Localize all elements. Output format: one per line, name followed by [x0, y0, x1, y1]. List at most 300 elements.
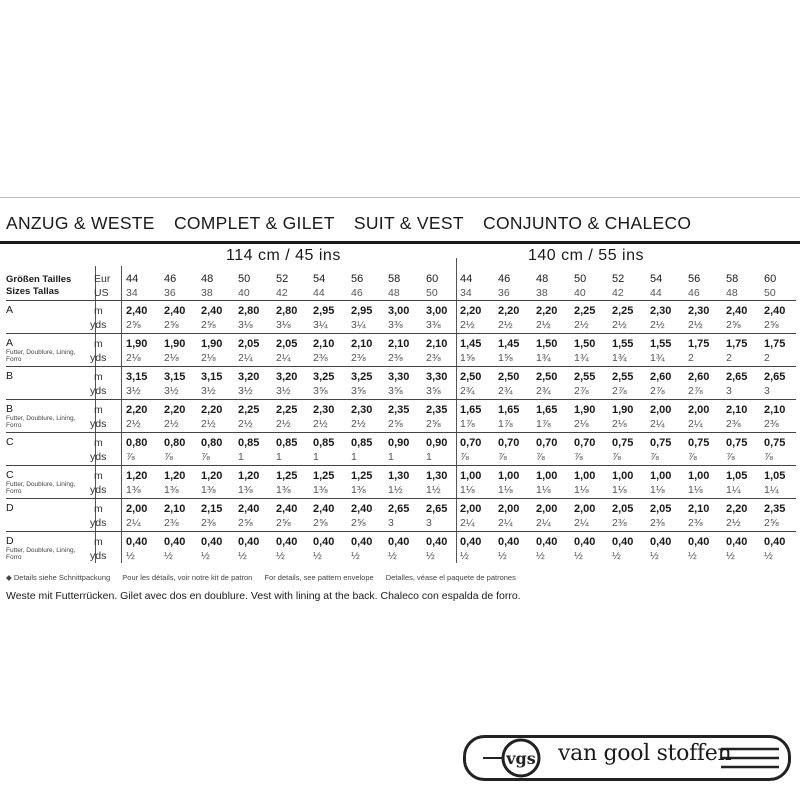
meters-value: 2,65 — [764, 371, 786, 383]
meters-value: 1,75 — [764, 338, 786, 350]
yards-value: 1⅜ — [201, 484, 216, 496]
title-rule — [0, 241, 800, 244]
yardage-row — [6, 465, 796, 499]
meters-value: 1,25 — [351, 470, 373, 482]
unit-m: m — [94, 338, 103, 350]
yardage-row — [6, 399, 796, 433]
view-letter: D — [6, 502, 14, 514]
meters-value: 2,40 — [164, 305, 186, 317]
yards-value: 2½ — [126, 418, 141, 430]
yards-value: ½ — [612, 550, 621, 562]
yards-value: ½ — [650, 550, 659, 562]
yards-value: ⅞ — [650, 451, 659, 463]
yards-value: 2⅝ — [164, 319, 179, 331]
meters-value: 2,30 — [650, 305, 672, 317]
unit-m: m — [94, 437, 103, 449]
logo-badge: vgs — [506, 749, 536, 768]
meters-value: 2,10 — [764, 404, 786, 416]
meters-value: 2,40 — [764, 305, 786, 317]
view-label — [6, 371, 13, 382]
meters-value: 2,10 — [688, 503, 710, 515]
title-fr: COMPLET & GILET — [173, 213, 335, 233]
us-size: 34 — [460, 287, 472, 299]
yards-value: 3⅝ — [426, 385, 441, 397]
unit-m: m — [94, 536, 103, 548]
meters-value: 0,75 — [764, 437, 786, 449]
meters-value: 1,90 — [164, 338, 186, 350]
eur-label: Eur — [94, 273, 111, 285]
yards-value: 1⅛ — [460, 484, 475, 496]
meters-value: 2,50 — [498, 371, 520, 383]
yards-value: 2½ — [688, 319, 703, 331]
yards-value: 1½ — [426, 484, 441, 496]
eur-size: 54 — [650, 273, 663, 285]
yards-value: 2¼ — [536, 517, 551, 529]
meters-value: 1,45 — [498, 338, 520, 350]
meters-value: 0,75 — [650, 437, 672, 449]
yards-value: 1¾ — [536, 352, 551, 364]
eur-size: 50 — [238, 273, 251, 285]
view-letter: D — [6, 535, 14, 547]
us-size: 34 — [126, 287, 138, 299]
meters-value: 2,40 — [201, 305, 223, 317]
meters-value: 2,00 — [498, 503, 520, 515]
meters-value: 0,40 — [650, 536, 672, 548]
yards-value: 3½ — [164, 385, 179, 397]
meters-value: 0,85 — [238, 437, 260, 449]
meters-value: 0,40 — [164, 536, 186, 548]
view-letter: C — [6, 469, 14, 481]
yards-value: ½ — [536, 550, 545, 562]
meters-value: 2,55 — [612, 371, 634, 383]
meters-value: 0,75 — [726, 437, 748, 449]
eur-size: 46 — [164, 273, 177, 285]
yards-value: 2⅜ — [764, 418, 779, 430]
yards-value: ⅞ — [764, 451, 773, 463]
meters-value: 1,00 — [498, 470, 520, 482]
meters-value: 1,00 — [536, 470, 558, 482]
size-label-line1: Größen Tailles — [6, 274, 72, 285]
footnote-es: Detalles, véase el paquete de patrones — [385, 573, 516, 582]
us-size: 46 — [351, 287, 363, 299]
meters-value: 2,20 — [726, 503, 748, 515]
unit-yds: yds — [90, 451, 107, 463]
meters-value: 0,85 — [351, 437, 373, 449]
yards-value: 2½ — [313, 418, 328, 430]
yards-value: 2⅛ — [201, 352, 216, 364]
meters-value: 1,20 — [238, 470, 260, 482]
unit-yds: yds — [90, 319, 107, 331]
meters-value: 2,10 — [164, 503, 186, 515]
meters-value: 1,00 — [650, 470, 672, 482]
yards-value: ½ — [238, 550, 247, 562]
yards-value: 2⅜ — [313, 352, 328, 364]
meters-value: 0,70 — [574, 437, 596, 449]
meters-value: 0,90 — [426, 437, 448, 449]
meters-value: 0,40 — [388, 536, 410, 548]
unit-m: m — [94, 371, 103, 383]
yards-value: 2⅞ — [688, 385, 703, 397]
meters-value: 0,40 — [351, 536, 373, 548]
yards-value: 1½ — [388, 484, 403, 496]
meters-value: 2,30 — [351, 404, 373, 416]
meters-value: 2,25 — [238, 404, 260, 416]
yards-value: 1⅞ — [498, 418, 513, 430]
view-label — [6, 338, 86, 363]
yards-value: 1 — [276, 451, 282, 463]
meters-value: 2,20 — [460, 305, 482, 317]
meters-value: 2,40 — [238, 503, 260, 515]
yards-value: ⅞ — [460, 451, 469, 463]
yards-value: 2⅞ — [650, 385, 665, 397]
yards-value: ⅞ — [688, 451, 697, 463]
yards-value: ⅞ — [574, 451, 583, 463]
unit-m: m — [94, 470, 103, 482]
yards-value: ⅞ — [536, 451, 545, 463]
meters-value: 2,05 — [238, 338, 260, 350]
us-size: 40 — [238, 287, 250, 299]
us-label: US — [94, 287, 109, 299]
meters-value: 1,05 — [764, 470, 786, 482]
meters-value: 0,85 — [313, 437, 335, 449]
yards-value: 1⅜ — [126, 484, 141, 496]
yards-value: 1⅝ — [460, 352, 475, 364]
yards-value: 2⅝ — [276, 517, 291, 529]
meters-value: 2,50 — [460, 371, 482, 383]
yardage-row — [6, 366, 796, 400]
yards-value: 1⅞ — [536, 418, 551, 430]
yards-value: 2½ — [498, 319, 513, 331]
eur-size: 52 — [276, 273, 289, 285]
meters-value: 2,00 — [536, 503, 558, 515]
meters-value: 1,55 — [650, 338, 672, 350]
meters-value: 0,70 — [498, 437, 520, 449]
meters-value: 2,00 — [460, 503, 482, 515]
meters-value: 0,90 — [388, 437, 410, 449]
yards-value: 2½ — [612, 319, 627, 331]
yards-value: 1⅜ — [313, 484, 328, 496]
logo-text: van gool stoffen — [558, 741, 732, 766]
meters-value: 0,40 — [612, 536, 634, 548]
meters-value: 2,40 — [313, 503, 335, 515]
eur-size: 58 — [726, 273, 739, 285]
meters-value: 1,90 — [612, 404, 634, 416]
meters-value: 2,00 — [688, 404, 710, 416]
yards-value: ½ — [726, 550, 735, 562]
yards-value: 2¾ — [498, 385, 513, 397]
meters-value: 1,50 — [536, 338, 558, 350]
meters-value: 0,75 — [688, 437, 710, 449]
meters-value: 3,25 — [351, 371, 373, 383]
meters-value: 3,15 — [164, 371, 186, 383]
meters-value: 2,40 — [276, 503, 298, 515]
yards-value: 2⅞ — [574, 385, 589, 397]
meters-value: 0,70 — [536, 437, 558, 449]
meters-value: 1,50 — [574, 338, 596, 350]
yards-value: ½ — [351, 550, 360, 562]
meters-value: 0,40 — [574, 536, 596, 548]
yards-value: 2½ — [351, 418, 366, 430]
meters-value: 0,80 — [126, 437, 148, 449]
yards-value: 2¼ — [650, 418, 665, 430]
yards-value: 1⅜ — [351, 484, 366, 496]
meters-value: 2,10 — [351, 338, 373, 350]
meters-value: 2,05 — [612, 503, 634, 515]
yards-value: 2¼ — [460, 517, 475, 529]
yards-value: 3⅝ — [313, 385, 328, 397]
eur-size: 52 — [612, 273, 625, 285]
yards-value: 1¼ — [764, 484, 779, 496]
yards-value: 3½ — [238, 385, 253, 397]
unit-m: m — [94, 404, 103, 416]
yards-value: 3 — [388, 517, 394, 529]
meters-value: 2,00 — [650, 404, 672, 416]
meters-value: 1,45 — [460, 338, 482, 350]
meters-value: 0,40 — [536, 536, 558, 548]
yards-value: 2½ — [276, 418, 291, 430]
meters-value: 3,30 — [426, 371, 448, 383]
yards-value: 2½ — [238, 418, 253, 430]
lining-label: Futter, Doublure, Lining, Forro — [6, 481, 76, 495]
yardage-row — [6, 531, 796, 565]
yards-value: 2⅝ — [426, 418, 441, 430]
view-letter: C — [6, 436, 14, 448]
meters-value: 1,75 — [726, 338, 748, 350]
yards-value: 2⅝ — [764, 319, 779, 331]
meters-value: 1,30 — [426, 470, 448, 482]
meters-value: 2,25 — [574, 305, 596, 317]
eur-size: 56 — [688, 273, 701, 285]
yards-value: 2¾ — [536, 385, 551, 397]
us-size: 38 — [536, 287, 548, 299]
meters-value: 2,60 — [688, 371, 710, 383]
yards-value: 3⅝ — [388, 385, 403, 397]
meters-value: 0,75 — [612, 437, 634, 449]
meters-value: 2,65 — [426, 503, 448, 515]
yardage-row — [6, 432, 796, 466]
us-size: 50 — [426, 287, 438, 299]
meters-value: 1,30 — [388, 470, 410, 482]
yards-value: ½ — [764, 550, 773, 562]
size-label-line2: Sizes Tallas — [6, 286, 60, 297]
yards-value: 1 — [351, 451, 357, 463]
meters-value: 0,40 — [688, 536, 710, 548]
meters-value: 2,65 — [726, 371, 748, 383]
meters-value: 0,40 — [313, 536, 335, 548]
meters-value: 0,40 — [426, 536, 448, 548]
eur-size: 44 — [460, 273, 473, 285]
yards-value: ⅞ — [201, 451, 210, 463]
meters-value: 2,35 — [764, 503, 786, 515]
yards-value: 3 — [764, 385, 770, 397]
yards-value: 2½ — [574, 319, 589, 331]
us-size: 44 — [313, 287, 325, 299]
yards-value: 2⅜ — [351, 352, 366, 364]
yards-value: 1⅛ — [612, 484, 627, 496]
view-letter: B — [6, 370, 14, 382]
meters-value: 0,40 — [726, 536, 748, 548]
meters-value: 2,65 — [388, 503, 410, 515]
yards-value: 3 — [426, 517, 432, 529]
meters-value: 0,40 — [460, 536, 482, 548]
title-en: SUIT & VEST — [353, 213, 464, 233]
yards-value: 1 — [313, 451, 319, 463]
view-label — [6, 305, 13, 316]
meters-value: 3,25 — [313, 371, 335, 383]
meters-value: 2,55 — [574, 371, 596, 383]
yards-value: ⅞ — [612, 451, 621, 463]
lining-label: Futter, Doublure, Lining, Forro — [6, 349, 76, 363]
yards-value: 3½ — [276, 385, 291, 397]
yards-value: 3¼ — [313, 319, 328, 331]
yards-value: 1⅜ — [276, 484, 291, 496]
meters-value: 2,30 — [313, 404, 335, 416]
meters-value: 2,35 — [388, 404, 410, 416]
eur-size: 44 — [126, 273, 139, 285]
yards-value: ½ — [460, 550, 469, 562]
meters-value: 2,00 — [574, 503, 596, 515]
meters-value: 2,80 — [238, 305, 260, 317]
yards-value: ½ — [164, 550, 173, 562]
yards-value: 2¾ — [460, 385, 475, 397]
meters-value: 0,40 — [498, 536, 520, 548]
meters-value: 1,00 — [688, 470, 710, 482]
lining-label: Futter, Doublure, Lining, Forro — [6, 547, 76, 561]
meters-value: 2,05 — [276, 338, 298, 350]
yards-value: 3½ — [201, 385, 216, 397]
meters-value: 2,20 — [498, 305, 520, 317]
yards-value: ½ — [388, 550, 397, 562]
yardage-row — [6, 300, 796, 334]
view-label — [6, 470, 86, 495]
meters-value: 0,80 — [164, 437, 186, 449]
meters-value: 2,20 — [126, 404, 148, 416]
unit-yds: yds — [90, 517, 107, 529]
us-size: 40 — [574, 287, 586, 299]
meters-value: 2,80 — [276, 305, 298, 317]
yards-value: 2¼ — [574, 517, 589, 529]
yards-value: 2¼ — [126, 517, 141, 529]
view-label — [6, 536, 86, 561]
meters-value: 1,25 — [276, 470, 298, 482]
meters-value: 1,75 — [688, 338, 710, 350]
meters-value: 0,40 — [276, 536, 298, 548]
meters-value: 2,40 — [726, 305, 748, 317]
yardage-row — [6, 498, 796, 532]
yards-value: 2¼ — [238, 352, 253, 364]
yards-value: 2½ — [650, 319, 665, 331]
yards-value: 2⅛ — [164, 352, 179, 364]
yards-value: 2 — [764, 352, 770, 364]
meters-value: 0,40 — [126, 536, 148, 548]
yards-value: 1⅜ — [164, 484, 179, 496]
unit-m: m — [94, 305, 103, 317]
yards-value: 3⅝ — [351, 385, 366, 397]
view-letter: A — [6, 304, 14, 316]
yards-value: 1⅞ — [460, 418, 475, 430]
yards-value: 2 — [726, 352, 732, 364]
yards-value: 2½ — [460, 319, 475, 331]
yardage-row — [6, 333, 796, 367]
yards-value: 2⅛ — [574, 418, 589, 430]
yards-value: 1⅜ — [238, 484, 253, 496]
yards-value: 2⅜ — [201, 517, 216, 529]
yards-value: 2⅜ — [388, 352, 403, 364]
meters-value: 2,20 — [164, 404, 186, 416]
meters-value: 0,80 — [201, 437, 223, 449]
meters-value: 2,20 — [536, 305, 558, 317]
details-footnote — [6, 573, 526, 582]
yards-value: ⅞ — [126, 451, 135, 463]
yards-value: ½ — [688, 550, 697, 562]
meters-value: 3,30 — [388, 371, 410, 383]
yards-value: 2½ — [164, 418, 179, 430]
yards-value: ½ — [498, 550, 507, 562]
yards-value: 1¼ — [726, 484, 741, 496]
meters-value: 0,40 — [238, 536, 260, 548]
yards-value: 2⅞ — [612, 385, 627, 397]
meters-value: 2,50 — [536, 371, 558, 383]
meters-value: 2,95 — [313, 305, 335, 317]
eur-size: 54 — [313, 273, 326, 285]
meters-value: 2,15 — [201, 503, 223, 515]
meters-value: 0,85 — [276, 437, 298, 449]
yards-value: 2⅜ — [650, 517, 665, 529]
unit-yds: yds — [90, 352, 107, 364]
footnote-fr: Pour les détails, voir notre kit de patron — [122, 573, 253, 582]
title-de: ANZUG & WESTE — [6, 213, 155, 233]
yards-value: ½ — [426, 550, 435, 562]
meters-value: 1,65 — [460, 404, 482, 416]
footnote-de: ◆ Details siehe Schnittpackung — [6, 573, 111, 582]
meters-value: 3,20 — [238, 371, 260, 383]
us-size: 46 — [688, 287, 700, 299]
yards-value: ½ — [574, 550, 583, 562]
meters-value: 1,55 — [612, 338, 634, 350]
yards-value: 2⅜ — [426, 352, 441, 364]
yards-value: 3½ — [126, 385, 141, 397]
yards-value: 2⅜ — [726, 418, 741, 430]
us-size: 42 — [612, 287, 624, 299]
yards-value: 1¾ — [612, 352, 627, 364]
meters-value: 0,40 — [201, 536, 223, 548]
meters-value: 1,00 — [574, 470, 596, 482]
view-letter: A — [6, 337, 14, 349]
fabric-width-114: 114 cm / 45 ins — [226, 247, 341, 264]
yards-value: 2¼ — [498, 517, 513, 529]
size-header-row — [6, 266, 796, 300]
meters-value: 2,25 — [276, 404, 298, 416]
unit-m: m — [94, 503, 103, 515]
meters-value: 3,20 — [276, 371, 298, 383]
yards-value: 2⅜ — [612, 517, 627, 529]
yards-value: ⅞ — [164, 451, 173, 463]
meters-value: 2,10 — [388, 338, 410, 350]
meters-value: 1,65 — [498, 404, 520, 416]
yards-value: 2⅛ — [612, 418, 627, 430]
meters-value: 2,10 — [313, 338, 335, 350]
meters-value: 3,00 — [426, 305, 448, 317]
yards-value: 2½ — [536, 319, 551, 331]
meters-value: 2,40 — [126, 305, 148, 317]
yards-value: 3 — [726, 385, 732, 397]
us-size: 50 — [764, 287, 776, 299]
yards-value: 1 — [238, 451, 244, 463]
yards-value: 2½ — [726, 517, 741, 529]
eur-size: 60 — [764, 273, 777, 285]
yards-value: 1⅝ — [498, 352, 513, 364]
yards-value: 2⅝ — [351, 517, 366, 529]
